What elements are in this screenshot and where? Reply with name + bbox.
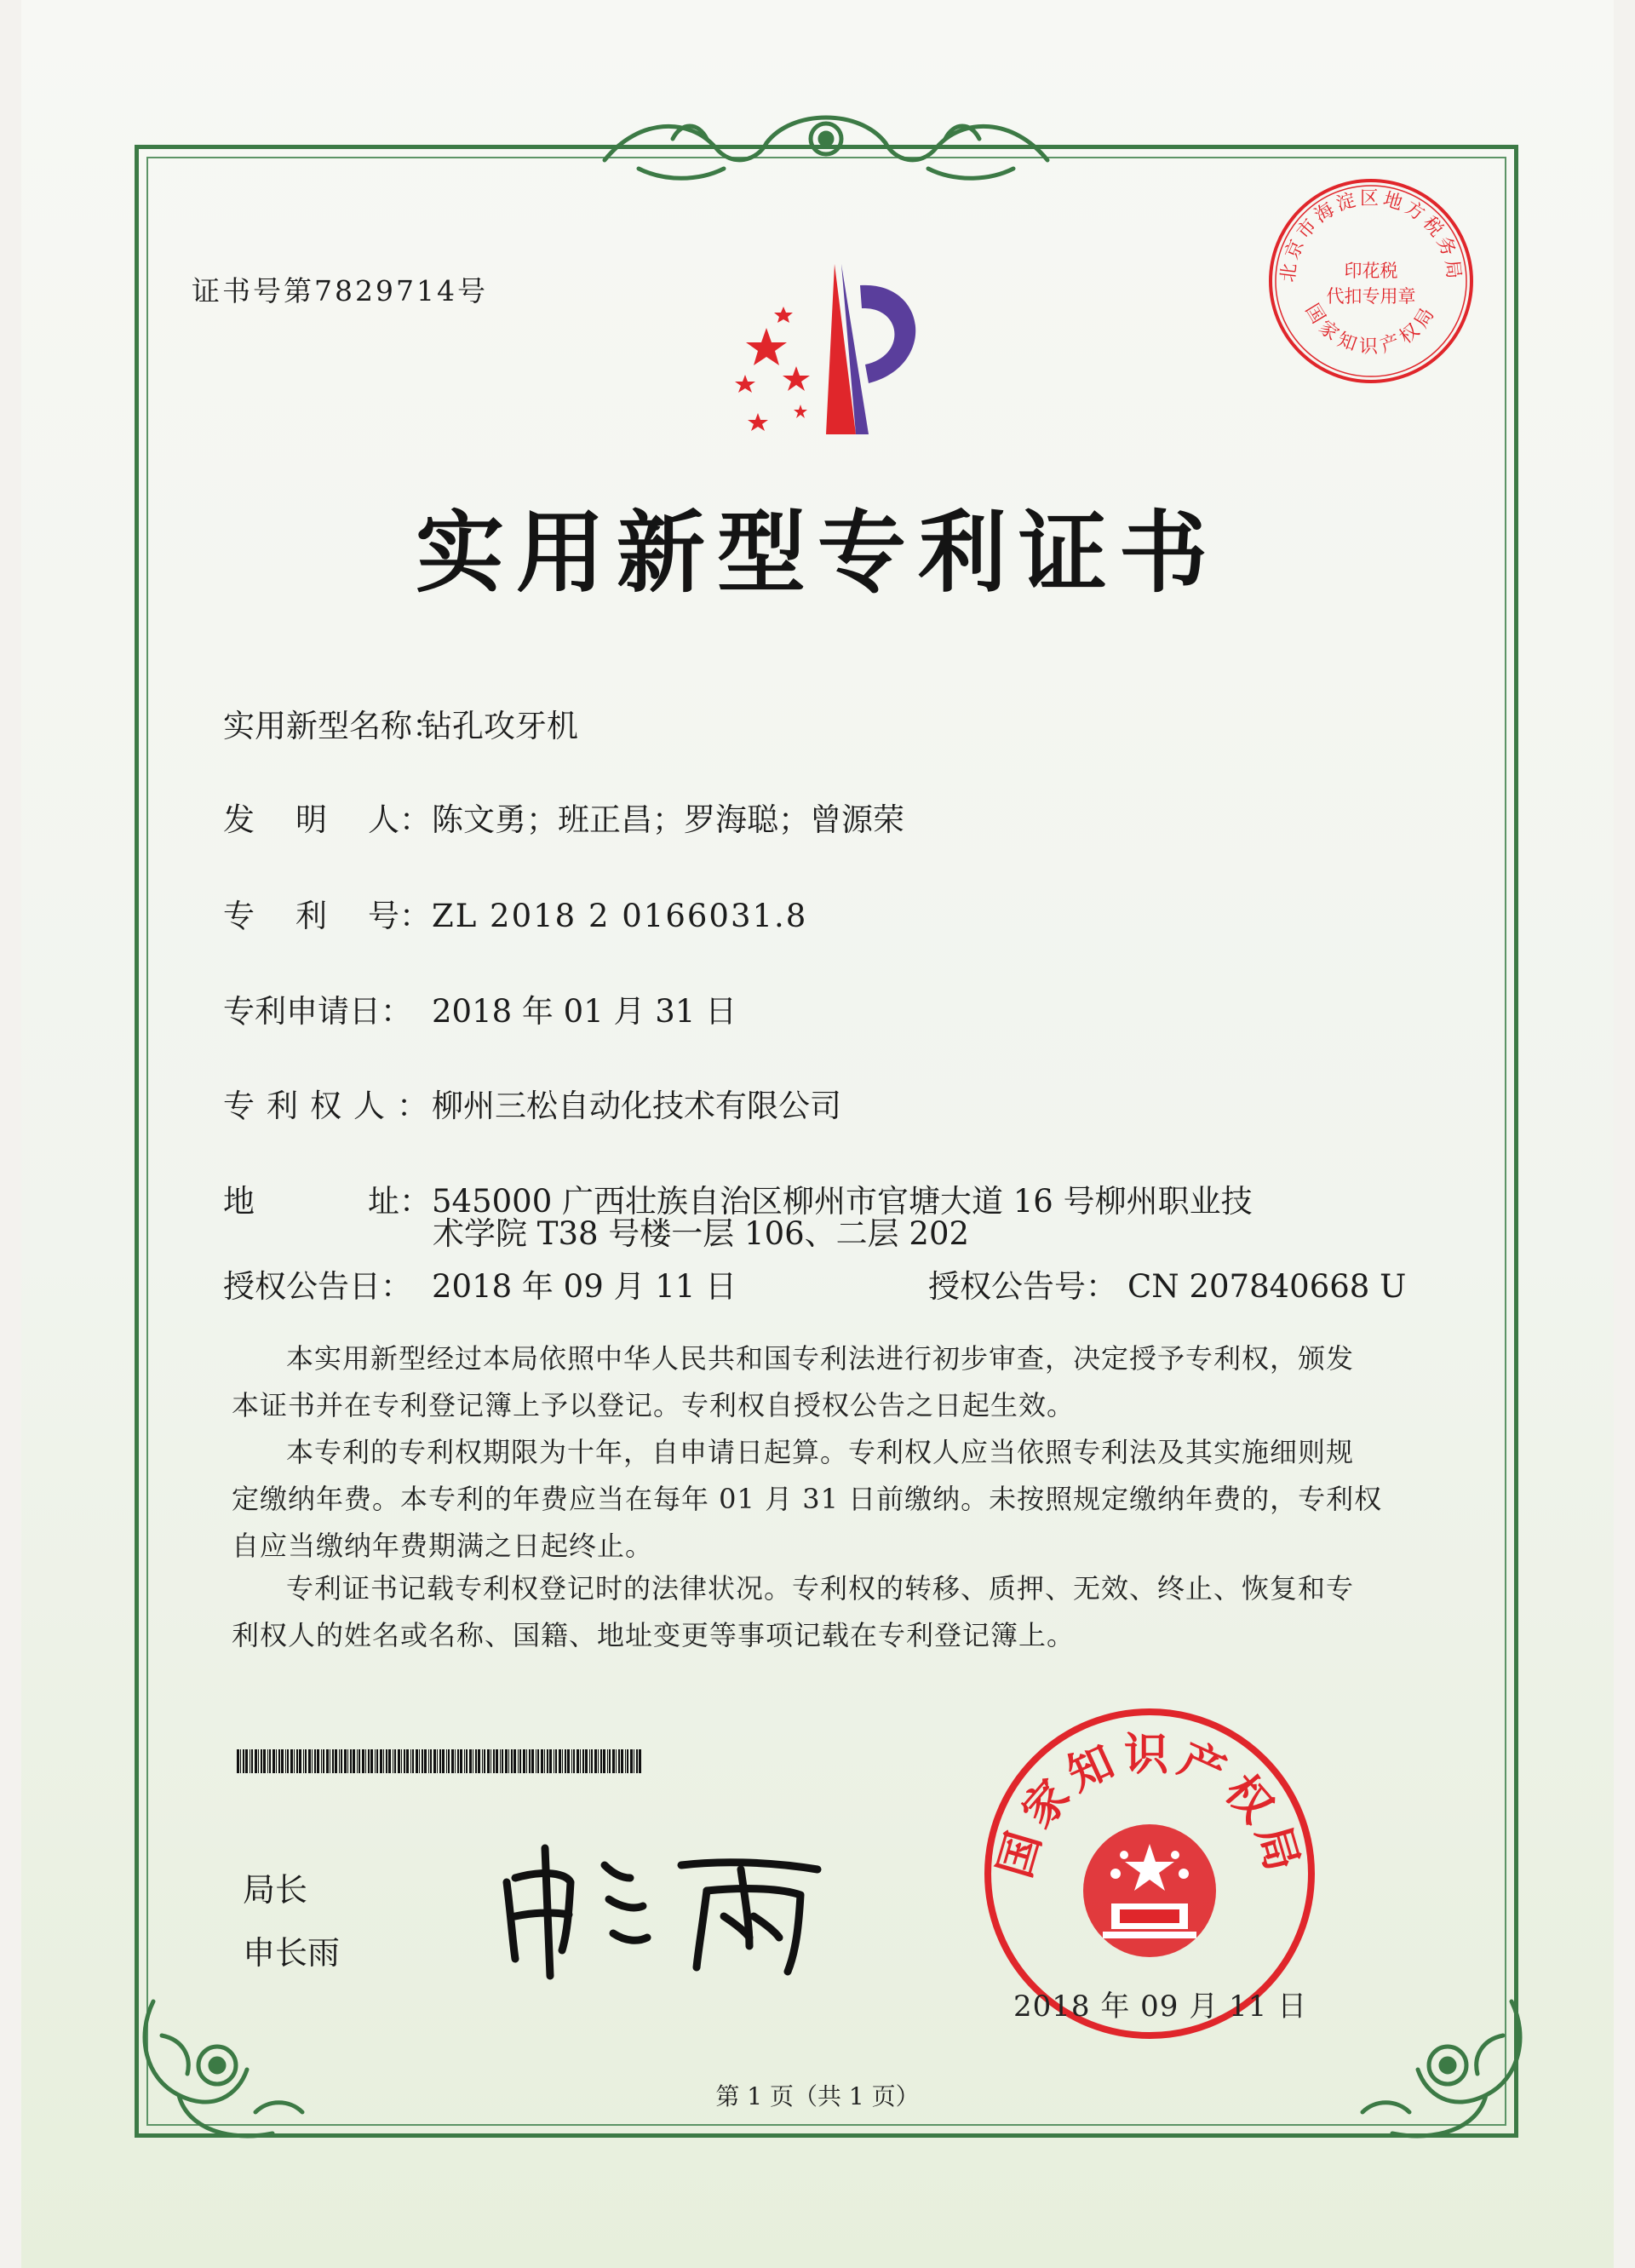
barcode-bar [404,1749,405,1773]
barcode-bar [513,1749,516,1773]
paragraph-1 [232,1335,1432,1429]
barcode-bar [245,1749,248,1773]
barcode-bar [359,1749,360,1773]
paragraph-line: 本实用新型经过本局依照中华人民共和国专利法进行初步审查，决定授予专利权，颁发 [286,1342,1355,1375]
paragraph-line: 自应当缴纳年费期满之日起终止。 [232,1530,654,1562]
barcode-bar [466,1749,468,1773]
barcode-bar [464,1749,465,1773]
barcode-bar [442,1749,445,1773]
barcode-bar [482,1749,483,1773]
barcode-bar [388,1749,391,1773]
barcode-bar [537,1749,539,1773]
barcode-bar [625,1749,626,1773]
label-char: 址： [368,1183,431,1220]
paragraph-line: 本专利的专利权期限为十年，自申请日起算。专利权人应当依照专利法及其实施细则规 [286,1436,1355,1468]
barcode-bar [627,1749,628,1773]
field-value: 2018 年 09 月 11 日 [432,1268,737,1305]
barcode-bar [430,1749,432,1773]
barcode-bar [630,1749,633,1773]
barcode-bar [308,1749,311,1773]
barcode-bar [353,1749,355,1773]
barcode-bar [386,1749,387,1773]
barcode-bar [422,1749,423,1773]
barcode-bar [571,1749,572,1773]
barcode-bar [278,1749,280,1773]
paragraph-2 [232,1429,1432,1570]
tax-stamp [1260,170,1482,392]
barcode-bar [317,1749,319,1773]
paragraph-line: 本证书并在专利登记簿上予以登记。专利权自授权公告之日起生效。 [232,1389,1076,1421]
barcode-bar [446,1749,447,1773]
barcode-bar [416,1749,418,1773]
barcode-bar [376,1749,378,1773]
field-patent-number [223,890,807,936]
barcode-bar [496,1749,498,1773]
barcode-bar [580,1749,581,1773]
field-label [223,1175,432,1221]
barcode-bar [518,1749,519,1773]
barcode-bar [305,1749,307,1773]
barcode-bar [505,1749,508,1773]
barcode-bar [573,1749,575,1773]
barcode-bar [267,1749,268,1773]
tax-stamp-inner-line2: 代扣专用章 [1326,286,1416,307]
barcode-bar [370,1749,373,1773]
barcode-bar [529,1749,531,1773]
field-label: 授权公告号： [928,1268,1117,1305]
svg-text:国家知识产权局 [1300,301,1441,358]
barcode-bar [272,1749,275,1773]
barcode-bar [344,1749,347,1773]
field-label: 专利权人： [223,1088,440,1124]
barcode-bar [562,1749,563,1773]
barcode-bar [321,1749,322,1773]
barcode-bar [616,1749,617,1773]
barcode-bar [406,1749,409,1773]
barcode-bar [531,1749,534,1773]
field-grant-number [928,1260,1406,1306]
barcode-bar [339,1749,340,1773]
barcode-bar [243,1749,244,1773]
barcode-bar [600,1749,602,1773]
barcode-bar [526,1749,527,1773]
barcode-bar [612,1749,615,1773]
label-char: 发 [223,801,255,838]
barcode-bar [502,1749,503,1773]
barcode-bar [383,1749,384,1773]
barcode-bar [341,1749,342,1773]
barcode-bar [375,1749,376,1773]
barcode-bar [559,1749,561,1773]
barcode-bar [290,1749,293,1773]
barcode [237,1749,645,1773]
barcode-bar [255,1749,257,1773]
barcode-bar [598,1749,599,1773]
barcode-bar [609,1749,611,1773]
barcode-bar [269,1749,271,1773]
barcode-bar [412,1749,414,1773]
field-value: 2018 年 01 月 31 日 [432,993,737,1030]
label-char: 利 [295,898,327,934]
barcode-bar [547,1749,548,1773]
barcode-bar [281,1749,284,1773]
barcode-bar [433,1749,436,1773]
tax-stamp-outer-text: 北京市海淀区地方税务局 [1277,188,1465,284]
barcode-bar [326,1749,329,1773]
barcode-bar [455,1749,456,1773]
field-value: 陈文勇；班正昌；罗海聪；曾源荣 [432,801,904,838]
barcode-bar [591,1749,593,1773]
barcode-bar [237,1749,239,1773]
barcode-bar [296,1749,298,1773]
barcode-bar [594,1749,597,1773]
barcode-bar [487,1749,490,1773]
barcode-bar [567,1749,570,1773]
barcode-bar [424,1749,427,1773]
barcode-bar [410,1749,411,1773]
field-value: 545000 广西壮族自治区柳州市官塘大道 16 号柳州职业技 [432,1183,1253,1220]
barcode-bar [314,1749,316,1773]
address-line-2: 术学院 T38 号楼一层 106、二层 202 [433,1215,970,1252]
certificate-number: 证书号第7829714号 [192,274,488,307]
field-label: 实用新型名称： [223,708,444,744]
paragraph-3 [232,1565,1432,1659]
field-patentee [223,1080,841,1126]
tax-stamp-inner-line1: 印花税 [1344,261,1398,281]
barcode-bar [451,1749,454,1773]
field-utility-model-name [223,700,578,746]
field-value: 钻孔攻牙机 [421,708,578,744]
label-char: 明 [295,801,327,838]
barcode-bar [332,1749,334,1773]
barcode-bar [365,1749,366,1773]
official-seal-text: 国家知识产权局 [989,1729,1311,1884]
barcode-bar [460,1749,462,1773]
director-name: 申长雨 [243,1934,341,1972]
director-title: 局长 [243,1871,308,1909]
label-char: 号： [368,898,431,934]
barcode-bar [639,1749,641,1773]
barcode-bar [285,1749,286,1773]
cnipa-logo [698,256,954,460]
barcode-bar [621,1749,623,1773]
barcode-bar [577,1749,579,1773]
barcode-bar [287,1749,289,1773]
handwritten-signature [494,1831,852,1984]
barcode-bar [368,1749,370,1773]
national-emblem [1083,1824,1216,1957]
barcode-bar [294,1749,295,1773]
barcode-bar [261,1749,262,1773]
barcode-bar [350,1749,352,1773]
barcode-bar [439,1749,441,1773]
barcode-bar [303,1749,304,1773]
barcode-bar [380,1749,382,1773]
barcode-bar [585,1749,588,1773]
barcode-bar [618,1749,620,1773]
barcode-bar [500,1749,501,1773]
field-filing-date [223,985,737,1031]
barcode-bar [607,1749,608,1773]
barcode-bar [549,1749,552,1773]
field-label: 授权公告日： [223,1268,412,1305]
paragraph-line: 利权人的姓名或名称、国籍、地址变更等事项记载在专利登记簿上。 [232,1619,1076,1651]
field-value: CN 207840668 U [1127,1268,1407,1305]
page-number: 第 1 页（共 1 页） [715,2082,920,2110]
barcode-bar [582,1749,584,1773]
barcode-bar [357,1749,358,1773]
barcode-bar [347,1749,348,1773]
barcode-bar [240,1749,241,1773]
field-value: 柳州三松自动化技术有限公司 [432,1088,841,1124]
paragraph-line: 专利证书记载专利权登记时的法律状况。专利权的转移、质押、无效、终止、恢复和专 [286,1572,1355,1605]
barcode-bar [323,1749,324,1773]
barcode-bar [603,1749,605,1773]
barcode-bar [299,1749,301,1773]
barcode-bar [394,1749,396,1773]
field-inventors [223,794,904,840]
barcode-bar [335,1749,337,1773]
field-label: 专利申请日： [223,993,412,1030]
barcode-bar [312,1749,313,1773]
barcode-bar [555,1749,557,1773]
bottom-left-ornament [128,1984,324,2155]
barcode-bar [544,1749,545,1773]
barcode-bar [401,1749,402,1773]
barcode-bar [636,1749,638,1773]
barcode-bar [457,1749,459,1773]
certificate-title: 实用新型专利证书 [415,500,1219,605]
field-label [223,890,432,936]
barcode-bar [276,1749,277,1773]
bottom-right-ornament [1341,1984,1537,2155]
barcode-bar [469,1749,472,1773]
barcode-bar [508,1749,509,1773]
field-grant-date [223,1260,737,1306]
barcode-bar [490,1749,491,1773]
field-value: ZL 2018 2 0166031.8 [432,898,808,934]
label-char: 人： [368,801,431,838]
barcode-bar [484,1749,485,1773]
barcode-bar [589,1749,590,1773]
tax-stamp-bottom-text: 国家知识产权局 [1300,300,1442,358]
label-char: 专 [223,898,255,934]
barcode-bar [258,1749,259,1773]
label-char: 地 [223,1183,255,1220]
barcode-bar [475,1749,477,1773]
barcode-bar [511,1749,513,1773]
barcode-bar [419,1749,420,1773]
seal-date: 2018 年 09 月 11 日 [1013,1990,1308,2024]
barcode-bar [523,1749,525,1773]
barcode-bar [493,1749,495,1773]
barcode-bar [437,1749,438,1773]
barcode-bar [565,1749,566,1773]
barcode-bar [263,1749,266,1773]
barcode-bar [362,1749,364,1773]
barcode-bar [448,1749,450,1773]
barcode-bar [251,1749,253,1773]
barcode-bar [519,1749,521,1773]
field-label [223,794,432,840]
top-ornament [588,100,1064,194]
paragraph-line: 定缴纳年费。本专利的年费应当在每年 01 月 31 日前缴纳。未按照规定缴纳年费的，专利权 [232,1483,1383,1515]
barcode-bar [398,1749,400,1773]
barcode-bar [478,1749,480,1773]
barcode-bar [428,1749,429,1773]
barcode-bar [541,1749,543,1773]
